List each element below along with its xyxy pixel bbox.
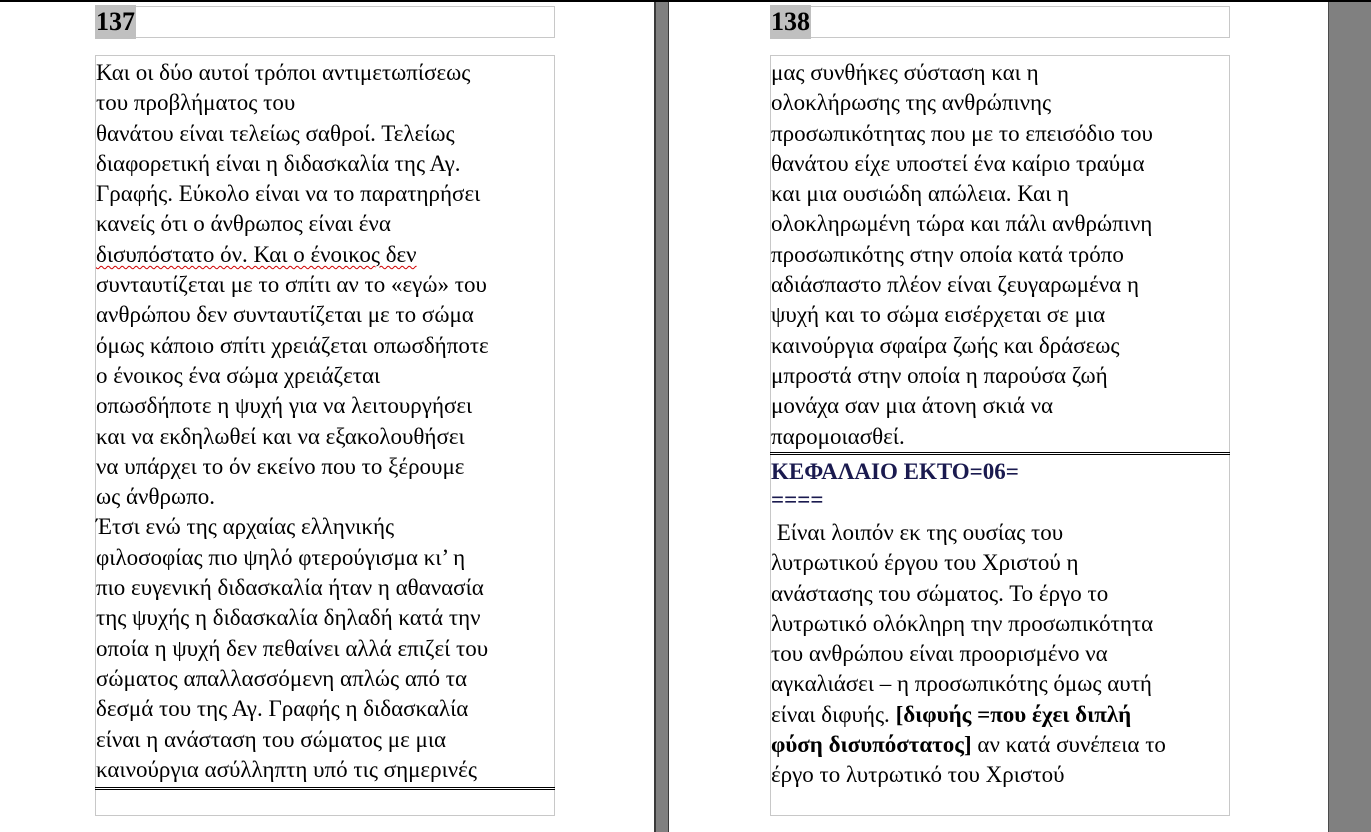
left-page [0,2,656,832]
text-line: της ψυχής η διδασκαλία δηλαδή κατά την [96,605,481,631]
text-line: οποία η ψυχή δεν πεθαίνει αλλά επιζεί του [96,635,489,661]
right-page-number: 138 [770,5,811,39]
bold-annotation: φύση δισυπόστατος] [771,732,972,758]
text-line: θανάτου είναι τελείως σαθροί. Τελείως [96,120,455,146]
text-line: είναι η ανάσταση του σώματος με μια [96,726,447,752]
right-body-text-top[interactable] [771,58,1153,452]
right-margin-area [1328,2,1371,832]
right-header-box [770,6,1230,38]
text-line: λυτρωτικό ολόκληρη την προσωπικότητα [771,610,1154,636]
text-line: Έτσι ενώ της αρχαίας ελληνικής [96,514,395,540]
text-line: έργο το λυτρωτικό του Χριστού [771,762,1065,788]
left-header-box [95,6,555,38]
text-line: ολοκλήρωσης της ανθρώπινης [771,90,1052,116]
text-line: σώματος απαλλασσόμενη απλώς από τα [96,665,468,691]
text-line: φιλοσοφίας πιο ψηλό φτερούγισμα κι’ η [96,544,466,570]
left-footer-separator [95,787,555,790]
text-line: πιο ευγενική διδασκαλία ήταν η αθανασία [96,575,484,601]
text-line: Είναι λοιπόν εκ της ουσίας του [771,520,1064,545]
text-line: δεσμά του της Αγ. Γραφής η διδασκαλία [96,696,469,722]
text-line: ολοκληρωμένη τώρα και πάλι ανθρώπινη [771,211,1153,237]
text-line: όμως κάποιο σπίτι χρειάζεται οπωσδήποτε [96,332,489,358]
text-line: αδιάσπαστο πλέον είναι ζευγαρωμένα η [771,272,1139,298]
text-line: ψυχή και το σώμα εισέρχεται σε μια [771,302,1106,328]
text-line: ως άνθρωπο. [96,484,215,510]
text-line: ο ένοικος ένα σώμα χρειάζεται [96,362,381,388]
text-line: και μια ουσιώδη απώλεια. Και η [771,181,1070,207]
section-separator [770,452,1230,455]
text-line: μπροστά στην οποία η παρούσα ζωή [771,362,1108,388]
text-line: Και οι δύο αυτοί τρόποι αντιμετωπίσεως [96,60,471,85]
text-line: ανθρώπου δεν συνταυτίζεται με το σώμα [96,302,474,328]
text-line-spellcheck [96,240,489,270]
text-line: συνταυτίζεται με το σπίτι αν το «εγώ» του [96,272,487,298]
text-line: κανείς ότι ο άνθρωπος είναι ένα [96,211,391,237]
right-margin-edge [1328,2,1329,832]
text-line: του ανθρώπου είναι προορισμένο να [771,641,1108,667]
text-line [771,700,1166,730]
text-line [771,730,1166,760]
chapter-heading [771,458,1019,514]
right-page [669,2,1328,832]
text-run: αν κατά συνέπεια το [971,732,1166,758]
text-line: του προβλήματος του [96,90,296,116]
text-line: ανάστασης του σώματος. Το έργο το [771,580,1109,606]
chapter-heading-title: ΚΕΦΑΛΑΙΟ ΕΚΤΟ=06= [771,459,1019,484]
text-line: να υπάρχει το όν εκείνο που το ξέρουμε [96,453,465,479]
text-line: παρομοιασθεί. [771,423,905,449]
bold-annotation: [διφυής =που έχει διπλή [895,701,1132,727]
text-line: προσωπικότης στην οποία κατά τρόπο [771,241,1124,267]
left-page-number: 137 [95,5,136,39]
text-line: προσωπικότητας που με το επεισόδιο του [771,120,1153,146]
text-line: μας συνθήκες σύσταση και η [771,60,1039,85]
text-line: μονάχα σαν μια άτονη σκιά να [771,393,1054,419]
left-body-text[interactable] [96,58,489,785]
text-line: Γραφής. Εύκολο είναι να το παρατηρήσει [96,181,481,207]
text-run: είναι διφυής. [771,701,896,727]
right-body-text-bottom[interactable] [771,518,1166,791]
text-line: θανάτου είχε υποστεί ένα καίριο τραύμα [771,150,1145,176]
text-line: διαφορετική είναι η διδασκαλία της Αγ. [96,150,461,176]
text-line: οπωσδήποτε η ψυχή για να λειτουργήσει [96,393,473,419]
text-line: δισυπόστατο όν. Και ο ένοικος δεν [96,241,417,267]
chapter-heading-rule: ==== [771,487,824,512]
page-gutter [656,2,668,832]
text-line: αγκαλιάσει – η προσωπικότης όμως αυτή [771,671,1152,697]
text-line: λυτρωτικού έργου του Χριστού η [771,550,1079,576]
text-line: και να εκδηλωθεί και να εξακολουθήσει [96,423,465,449]
text-line: καινούργια ασύλληπτη υπό τις σημερινές [96,756,477,782]
text-line: καινούργια σφαίρα ζωής και δράσεως [771,332,1120,358]
